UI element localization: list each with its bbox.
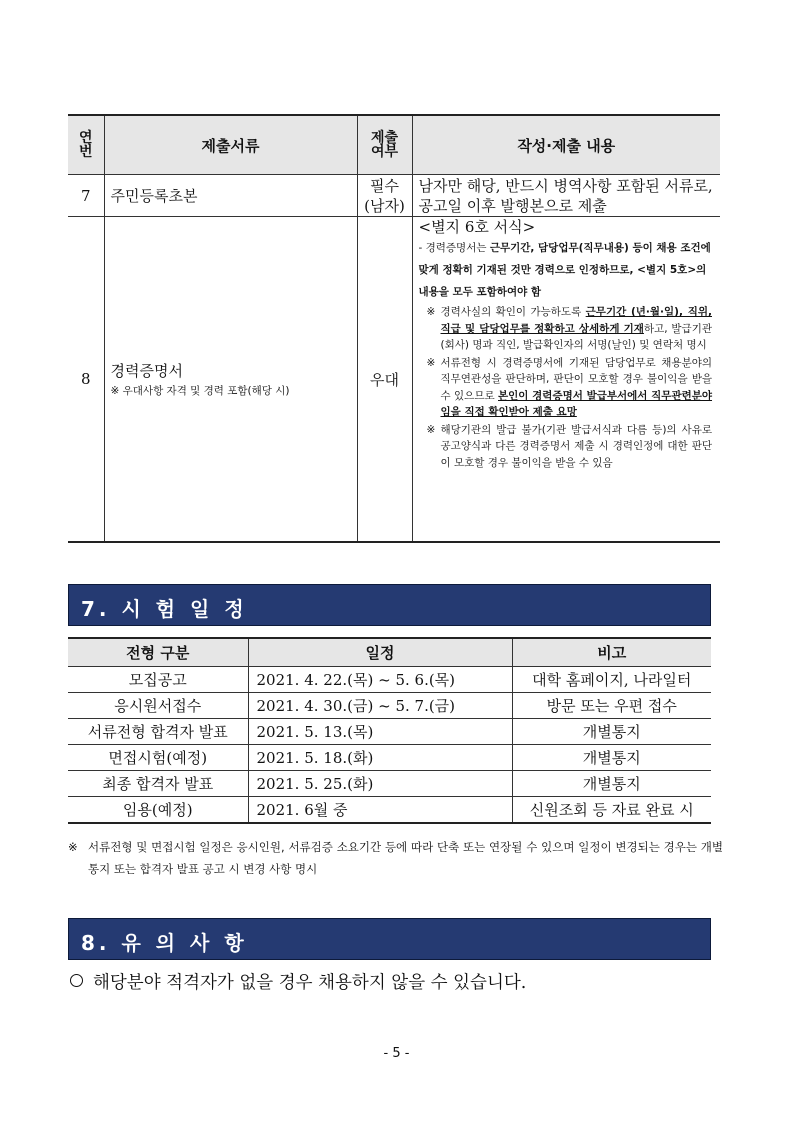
header-content: 작성·제출 내용 [412,115,720,175]
note-text: 하고, 발급기관(회사) 명과 직인, 발급확인자의 서명(날인) 및 연락처 명시 [440,322,712,351]
remark-cell: 방문 또는 우편 접수 [512,693,711,719]
section-8-title: 8. 유 의 사 항 [81,931,248,955]
stage-cell: 면접시험(예정) [68,745,248,771]
note-mark: ※ [68,840,78,854]
date-cell: 2021. 4. 22.(목) ~ 5. 6.(목) [248,667,512,693]
schedule-note-text: 서류전형 및 면접시험 일정은 응시인원, 서류검증 소요기간 등에 따라 단축 또는 연장될 수 있으며 일정이 변경되는 경우는 개별 통지 또는 합격자 발표 공고 시 변경 사항 명시 [88,840,723,876]
header-required [357,115,412,175]
section-8-header [68,918,711,960]
table-row [68,719,711,745]
note-text: 경력사실의 확인이 가능하도록 [440,306,586,318]
section-7-title: 7. 시 험 일 정 [81,597,248,621]
header-required-line1: 제출 [370,130,399,146]
note-emphasis: 근무기간 (년·월·일), 직위, 직급 및 담당업무를 정확하고 상세하게 기재 [440,306,712,335]
date-cell: 2021. 6월 중 [248,797,512,824]
circle-bullet-icon [70,974,83,987]
header-required-line2: 여부 [370,144,399,160]
notice-text: 해당분야 적격자가 없을 경우 채용하지 않을 수 있습니다. [93,973,527,993]
row-required: 우대 [357,217,412,543]
remark-cell: 대학 홈페이지, 나라일터 [512,667,711,693]
note-item [419,304,713,354]
table-row [68,771,711,797]
section-7-header [68,584,711,626]
header-no-line1: 연 [78,130,93,146]
content-dash-item [419,237,713,303]
content-line2: 공고일 이후 발행본으로 제출 [418,196,607,215]
remark-cell: 개별통지 [512,719,711,745]
header-stage: 전형 구분 [68,638,248,667]
date-cell: 2021. 5. 25.(화) [248,771,512,797]
row-required [357,175,412,217]
documents-header-row [68,115,720,175]
page-number: - 5 - [383,1046,410,1061]
document-name: 경력증명서 [110,362,183,380]
header-date: 일정 [248,638,512,667]
remark-cell: 개별통지 [512,771,711,797]
remark-cell: 개별통지 [512,745,711,771]
row-content [412,217,720,543]
stage-cell: 최종 합격자 발표 [68,771,248,797]
note-emphasis: 본인이 경력증명서 발급부서에서 직무관련분야임을 직접 확인받아 제출 요망 [440,389,713,418]
required-line1: 필수 [370,176,399,195]
content-line1: 남자만 해당, 반드시 병역사항 포함된 서류로, [418,176,713,195]
date-cell: 2021. 5. 18.(화) [248,745,512,771]
table-row [68,175,720,217]
row-no: 8 [68,217,104,543]
schedule-note [68,836,723,880]
row-content [412,175,720,217]
header-no-line2: 번 [78,144,93,160]
note-item [419,355,713,421]
stage-cell: 서류전형 합격자 발표 [68,719,248,745]
required-line2: (남자) [364,196,405,215]
stage-cell: 모집공고 [68,667,248,693]
table-row [68,217,720,543]
notice-item [70,969,526,994]
stage-cell: 임용(예정) [68,797,248,824]
note-text: 서류전형 시 경력증명서에 기재된 담당업무로 채용분야의 직무연관성을 판단하며, 판단이 모호할 경우 불이익을 받을 수 있으므로 [440,356,712,402]
note-item [419,422,713,472]
table-row [68,745,711,771]
note-mark: ※ [426,306,436,318]
schedule-table [68,637,711,824]
documents-table [68,114,720,543]
note-mark: ※ [426,356,436,369]
dash-bold-text: 근무기간, 담당업무(직무내용) 등이 채용 조건에 맞게 정확히 기재된 것만 경력으로 인정하므로, <별지 5호>의 내용을 모두 포함하여야 함 [418,242,711,298]
dash-prefix: - 경력증명서는 [418,242,490,254]
header-no [68,115,104,175]
date-cell: 2021. 5. 13.(목) [248,719,512,745]
schedule-header-row [68,638,711,667]
document-note: ※ 우대사항 자격 및 경력 포함(해당 시) [110,385,290,397]
table-row [68,667,711,693]
row-document: 주민등록초본 [104,175,357,217]
row-document [104,217,357,543]
note-text: 해당기관의 발급 불가(기관 발급서식과 다름 등)의 사유로 공고양식과 다른 경력증명서 제출 시 경력인정에 대한 판단이 모호할 경우 불이익을 받을 수 있음 [440,423,712,469]
stage-cell: 응시원서접수 [68,693,248,719]
date-cell: 2021. 4. 30.(금) ~ 5. 7.(금) [248,693,512,719]
content-title: <별지 6호 서식> [418,218,536,236]
header-remark: 비고 [512,638,711,667]
table-row [68,797,711,824]
header-document: 제출서류 [104,115,357,175]
note-mark: ※ [426,423,436,436]
table-row [68,693,711,719]
remark-cell: 신원조회 등 자료 완료 시 [512,797,711,824]
row-no: 7 [68,175,104,217]
